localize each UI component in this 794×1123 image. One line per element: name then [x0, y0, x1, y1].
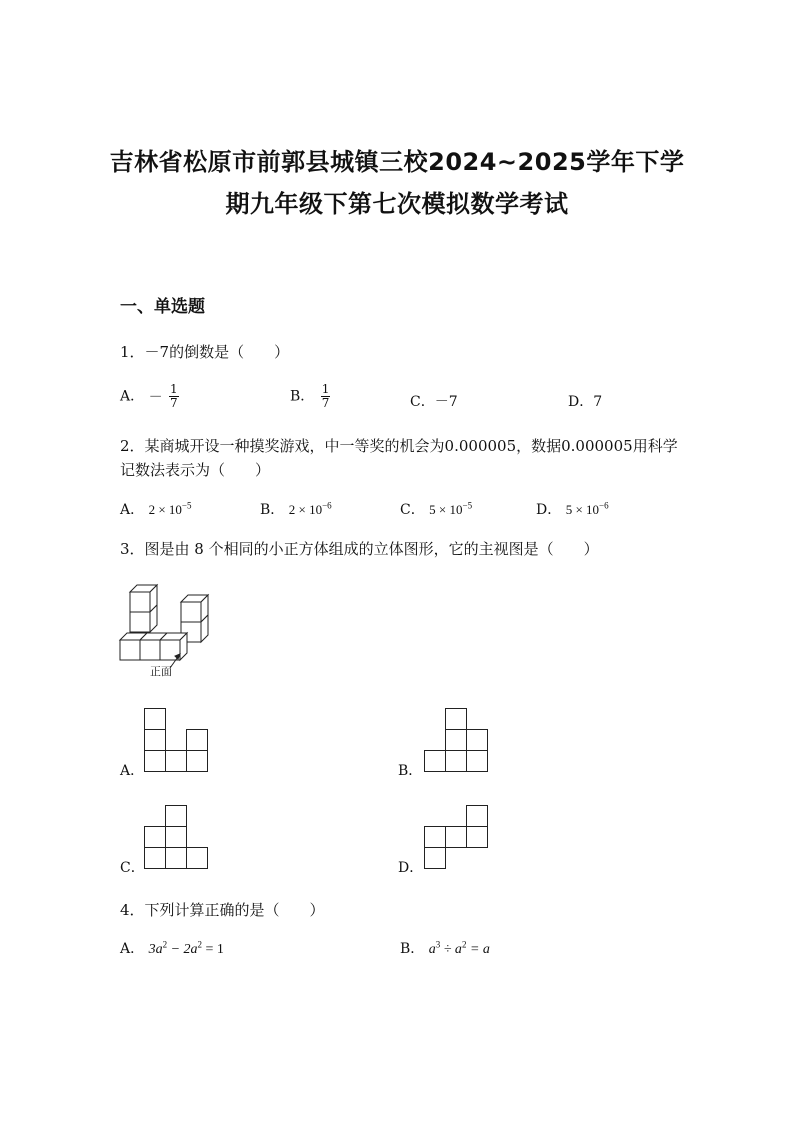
q4-b-term3: = a — [466, 942, 490, 957]
q2-option-b[interactable] — [260, 499, 332, 519]
q4-b-exp2: 2 — [461, 939, 467, 950]
q2-option-d[interactable] — [536, 499, 609, 519]
q2-option-c-label: C． — [400, 502, 425, 518]
question-1-stem: 1．－7的倒数是（ ） — [120, 343, 290, 361]
question-2-stem-line1: 2．某商城开设一种摸奖游戏，中一等奖的机会为0.000005，数据0.000005用科学 — [120, 437, 678, 455]
q2-option-c[interactable] — [400, 499, 472, 519]
q2-option-d-base: 5 × 10 — [565, 502, 600, 517]
q4-b-exp1: 3 — [435, 939, 441, 950]
q4-a-term3: = 1 — [202, 942, 224, 957]
q4-a-exp2: 2 — [197, 939, 203, 950]
q1-option-a-denominator: 7 — [170, 396, 178, 410]
q1-option-a-sign: － — [148, 389, 163, 406]
q1-option-b-denominator: 7 — [321, 396, 330, 410]
q1-option-d[interactable]: D．7 — [568, 394, 603, 410]
q2-option-b-exponent: −6 — [322, 500, 332, 511]
q3-option-a-figure[interactable] — [144, 708, 208, 772]
q2-option-b-base: 2 × 10 — [288, 502, 323, 517]
q1-option-a[interactable] — [120, 383, 179, 410]
q4-option-a[interactable] — [120, 938, 224, 958]
question-2-stem-line2: 记数法表示为（ ） — [120, 461, 271, 479]
q1-option-a-fraction — [169, 383, 179, 410]
q3-option-d-label[interactable]: D． — [398, 860, 424, 876]
q2-option-b-label: B． — [260, 502, 285, 518]
q1-option-c[interactable]: C．－7 — [410, 394, 458, 410]
q1-option-a-numerator: 1 — [170, 382, 178, 396]
exam-title-line2: 期九年级下第七次模拟数学考试 — [225, 190, 569, 218]
q4-a-exp1: 2 — [162, 939, 168, 950]
q4-option-b-expression — [428, 939, 490, 957]
front-view-caption: 正面 — [150, 665, 172, 678]
q2-option-d-label: D． — [536, 502, 562, 518]
q3-option-c-figure[interactable] — [144, 805, 208, 869]
q4-option-a-expression — [148, 939, 224, 957]
q4-option-b-label: B． — [400, 941, 425, 957]
q2-option-c-value — [429, 502, 472, 517]
q3-option-b-figure[interactable] — [424, 708, 488, 772]
q4-option-a-label: A． — [120, 941, 145, 957]
q1-option-b-fraction — [321, 383, 331, 410]
q3-option-b-label[interactable]: B． — [398, 763, 423, 779]
q4-a-term1: 3a — [148, 942, 163, 957]
q2-option-a[interactable] — [120, 499, 192, 519]
section-heading: 一、单选题 — [120, 297, 205, 317]
q1-option-b[interactable] — [290, 383, 330, 410]
q3-option-c-label[interactable]: C． — [120, 860, 145, 876]
question-4-stem: 4．下列计算正确的是（ ） — [120, 901, 325, 919]
exam-title-line1: 吉林省松原市前郭县城镇三校2024~2025学年下学 — [109, 148, 685, 176]
q4-option-b[interactable] — [400, 938, 490, 958]
q4-b-term1: a — [428, 942, 436, 957]
q2-option-a-value — [149, 502, 192, 517]
q1-option-b-numerator: 1 — [321, 382, 330, 396]
q2-option-a-exponent: −5 — [181, 500, 192, 511]
q4-b-term2: ÷ a — [440, 942, 462, 957]
q2-option-d-value — [566, 502, 609, 517]
q3-option-a-label[interactable]: A． — [120, 763, 145, 779]
q2-option-b-value — [289, 502, 332, 517]
q2-option-d-exponent: −6 — [599, 500, 609, 511]
q2-option-c-base: 5 × 10 — [429, 502, 463, 517]
q3-option-d-figure[interactable] — [424, 805, 488, 869]
question-3-stem: 3．图是由 8 个相同的小正方体组成的立体图形，它的主视图是（ ） — [120, 540, 599, 558]
q1-option-a-label: A． — [120, 388, 145, 405]
q2-option-a-label: A． — [120, 502, 145, 518]
q1-option-b-label: B． — [290, 388, 315, 405]
q4-a-term2: − 2a — [167, 942, 198, 957]
q2-option-c-exponent: −5 — [462, 500, 473, 511]
q2-option-a-base: 2 × 10 — [148, 502, 182, 517]
